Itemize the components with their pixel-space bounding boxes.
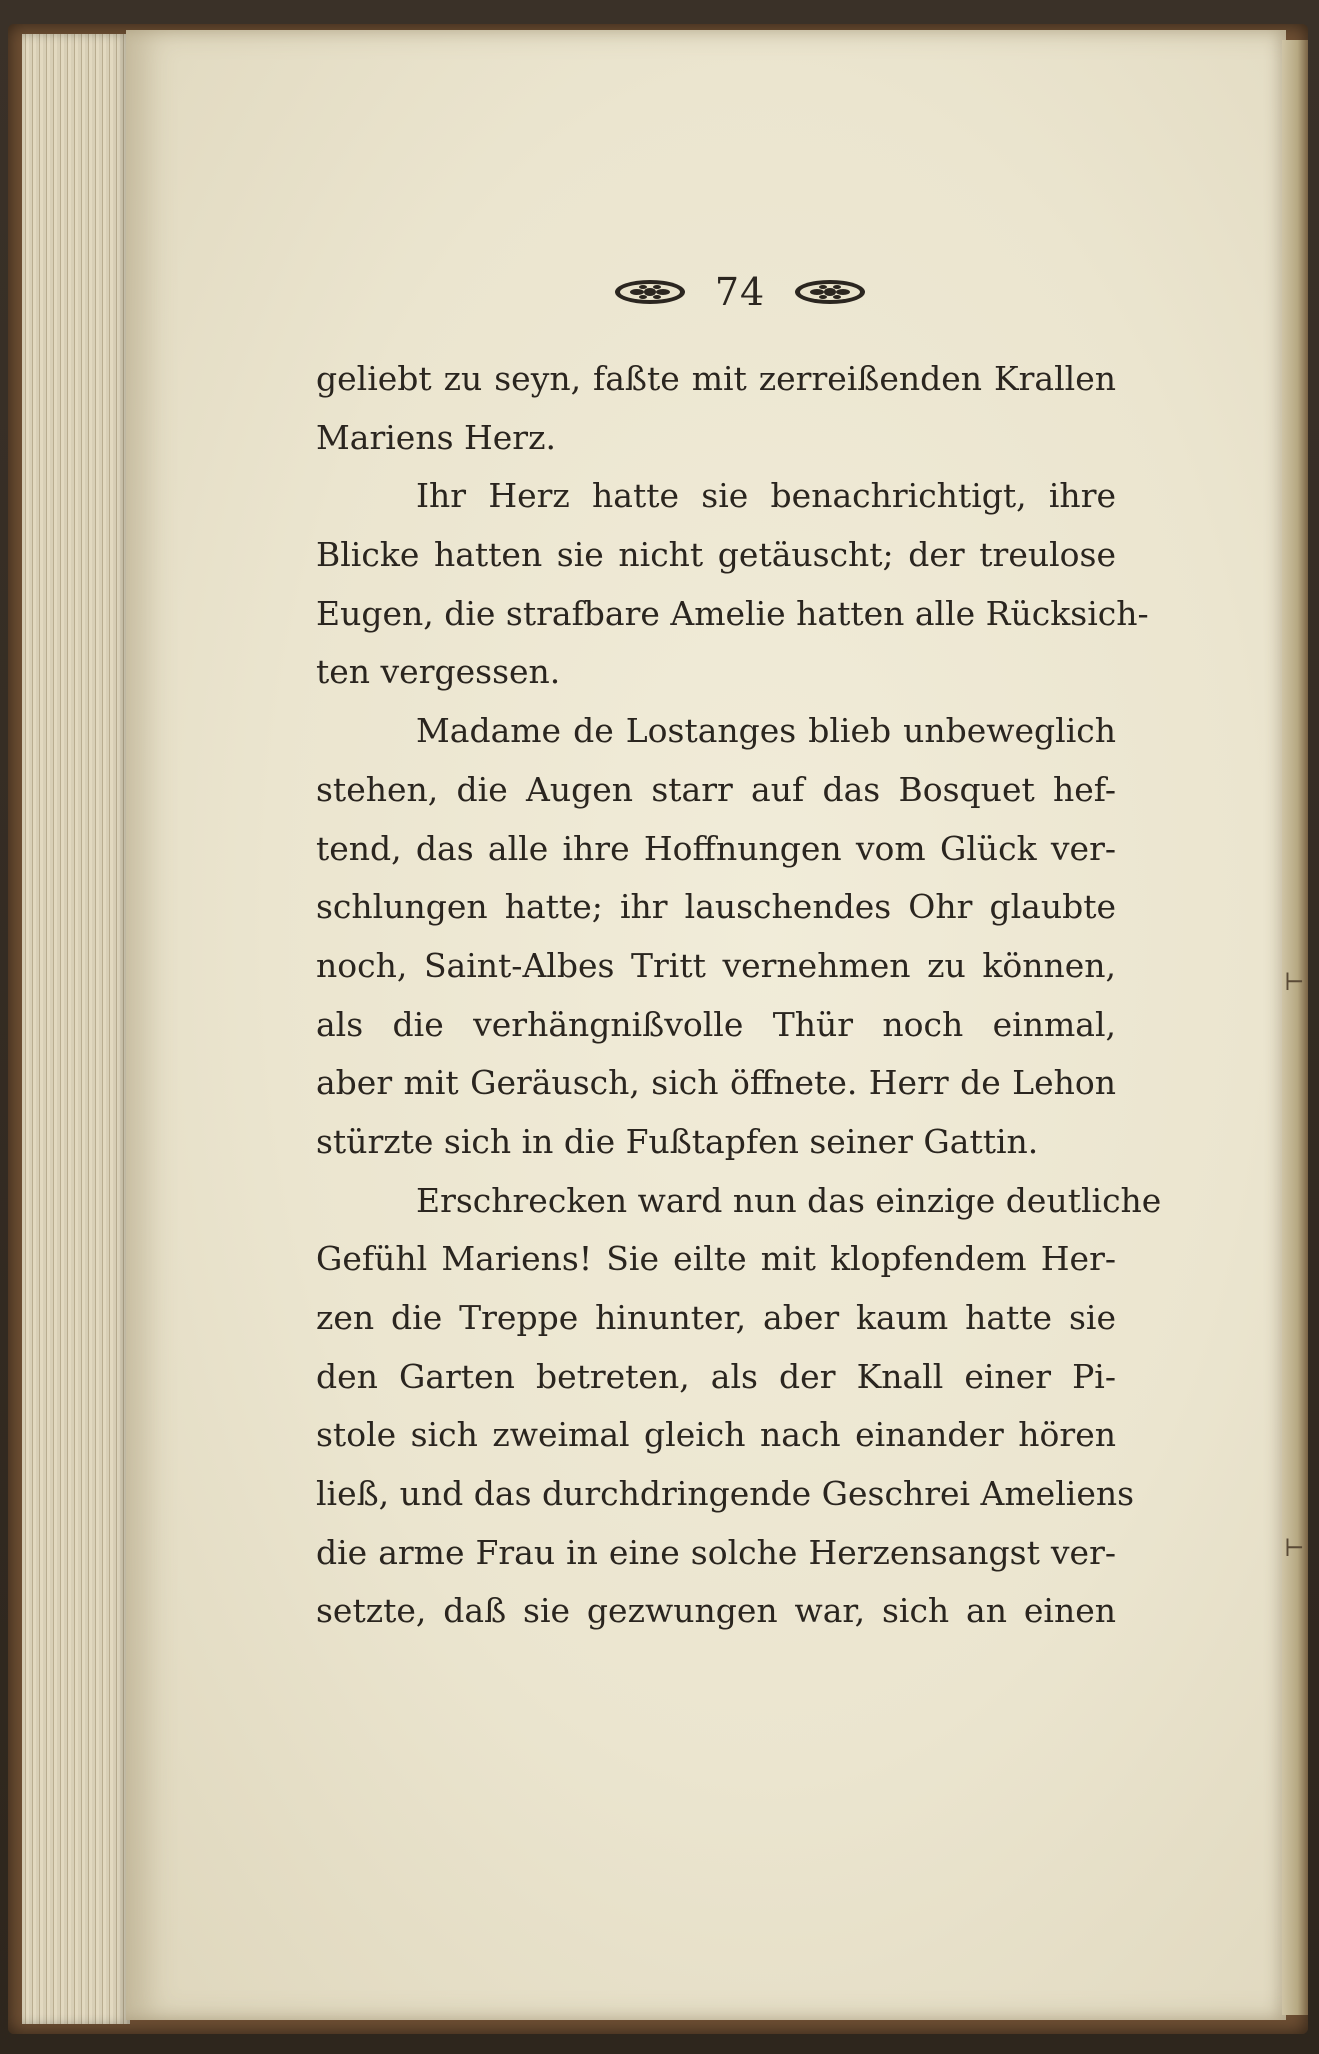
text-line: als die verhängnißvolle Thür noch einmal, (316, 1004, 1116, 1044)
text-line: Gefühl Mariens! Sie eilte mit klopfendem Her- (316, 1239, 1116, 1279)
text-line: noch, Saint-Albes Tritt vernehmen zu können, (316, 945, 1116, 985)
text-line: stürzte sich in die Fußtapfen seiner Gattin. (316, 1121, 1039, 1161)
gutter-edge (1282, 40, 1308, 2015)
text-line: ten vergessen. (316, 652, 561, 692)
page-header (590, 262, 890, 322)
text-line: die arme Frau in eine solche Herzensangst ver- (316, 1532, 1116, 1572)
text-line: den Garten betreten, als der Knall einer Pi- (316, 1356, 1116, 1396)
binding-mark-icon: ⊢ (1284, 968, 1305, 996)
text-line: Ihr Herz hatte sie benachrichtigt, ihre (416, 476, 1116, 516)
flower-ornament-icon (793, 277, 867, 307)
binding-mark-icon: ⊢ (1284, 1534, 1305, 1562)
text-line: schlungen hatte; ihr lauschendes Ohr glaubte (316, 887, 1116, 927)
text-line: Erschrecken ward nun das einzige deutliche (416, 1180, 1162, 1220)
text-line: aber mit Geräusch, sich öffnete. Herr de Lehon (316, 1063, 1116, 1103)
text-line: tend, das alle ihre Hoffnungen vom Glück ver- (316, 828, 1116, 868)
text-line: zen die Treppe hinunter, aber kaum hatte sie (316, 1298, 1116, 1337)
page-edges (22, 34, 130, 2024)
text-line: Mariens Herz. (316, 417, 556, 457)
page-number: 74 (714, 270, 766, 314)
text-line: ließ, und das durchdringende Geschrei Ameliens (316, 1474, 1135, 1514)
text-line: stehen, die Augen starr auf das Bosquet hef- (316, 769, 1116, 809)
text-line: geliebt zu seyn, faßte mit zerreißenden Krallen (316, 359, 1116, 398)
text-line: setzte, daß sie gezwungen war, sich an einen (316, 1591, 1116, 1631)
text-line: Madame de Lostanges blieb unbeweglich (416, 711, 1116, 751)
text-line: stole sich zweimal gleich nach einander hören (316, 1415, 1116, 1455)
body-text (316, 350, 1162, 1641)
flower-ornament-icon (613, 277, 687, 307)
text-line: Eugen, die strafbare Amelie hatten alle Rücksich- (316, 593, 1149, 633)
text-line: Blicke hatten sie nicht getäuscht; der treulose (316, 535, 1116, 575)
